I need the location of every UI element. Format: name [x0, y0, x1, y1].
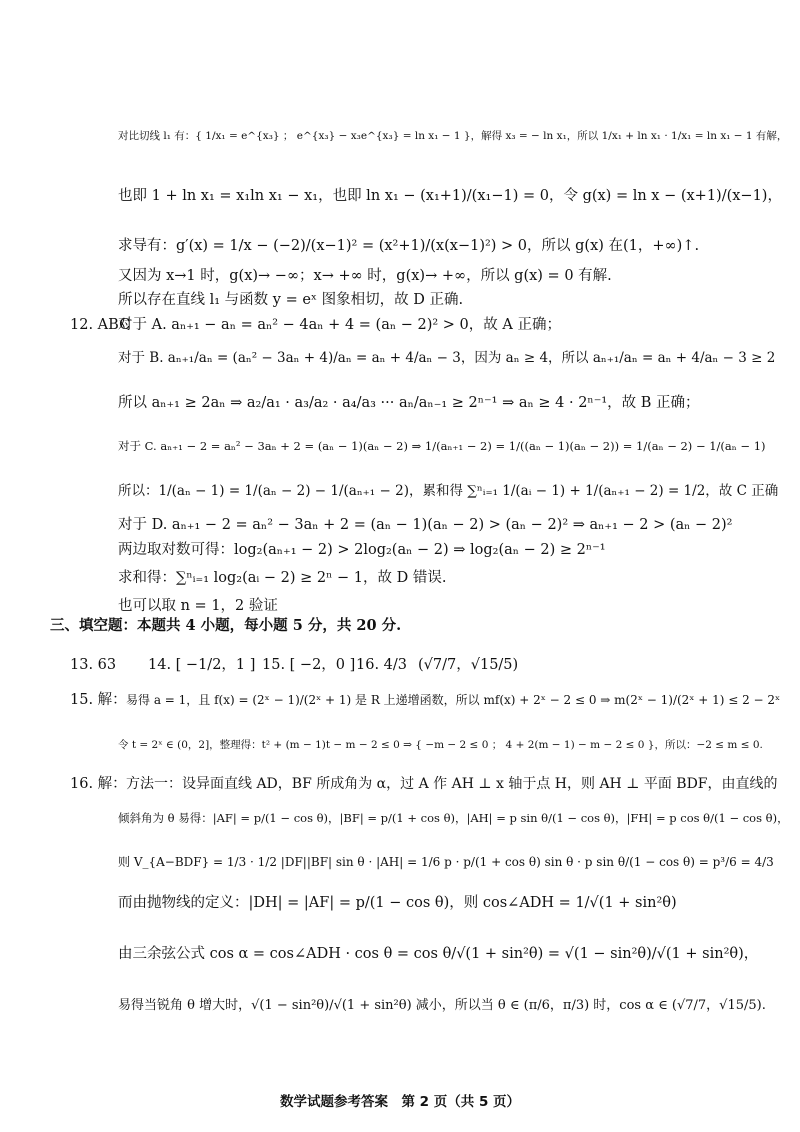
answer-16-range: (√7/7，√15/5) — [418, 657, 519, 673]
text-line: 易得当锐角 θ 增大时，√(1 − sin²θ)/√(1 + sin²θ) 减小，所以当 θ ∈ (π/6，π/3) 时，cos α ∈ (√7/7，√15/5). — [118, 998, 766, 1013]
text-line: 也可以取 n = 1，2 验证 — [118, 598, 278, 614]
text-line: 倾斜角为 θ 易得：|AF| = p/(1 − cos θ)，|BF| = p/(1 + cos θ)，|AH| = p sin θ/(1 − cos θ)，|FH| = p cos θ/(1 − cos θ)， — [118, 811, 789, 825]
answer-15: 15. [ −2，0 ] — [262, 657, 356, 673]
text-line: 也即 1 + ln x₁ = x₁ln x₁ − x₁，也即 ln x₁ − (x₁+1)/(x₁−1) = 0，令 g(x) = ln x − (x+1)/(x−1)， — [118, 188, 782, 204]
answer-13: 13. 63 — [70, 657, 117, 673]
text-line: 则 V_{A−BDF} = 1/3 · 1/2 |DF||BF| sin θ · |AH| = 1/6 p · p/(1 + cos θ) sin θ · p sin θ/(1 − cos θ) = p³/6 = 4/3 — [118, 855, 774, 869]
answer-14: 14. [ −1/2，1 ] — [148, 657, 256, 673]
text-line: 方法一：设异面直线 AD，BF 所成角为 α，过 A 作 AH ⊥ x 轴于点 H，则 AH ⊥ 平面 BDF，由直线的 — [126, 776, 778, 792]
text-line: 易得 a = 1，且 f(x) = (2ˣ − 1)/(2ˣ + 1) 是 R 上递增函数，所以 mf(x) + 2ˣ − 2 ≤ 0 ⇒ m(2ˣ − 1)/(2ˣ + 1) ≤ 2 − 2ˣ — [126, 693, 781, 707]
text-line: 所以 aₙ₊₁ ≥ 2aₙ ⇒ a₂/a₁ · a₃/a₂ · a₄/a₃ ··· aₙ/aₙ₋₁ ≥ 2ⁿ⁻¹ ⇒ aₙ ≥ 4 · 2ⁿ⁻¹，故 B 正确； — [118, 395, 700, 411]
text-line: 又因为 x→1 时，g(x)→ −∞；x→ +∞ 时，g(x)→ +∞，所以 g(x) = 0 有解. — [118, 268, 612, 284]
text-line: 所以存在直线 l₁ 与函数 y = eˣ 图象相切，故 D 正确. — [118, 292, 464, 308]
text-line: 而由抛物线的定义：|DH| = |AF| = p/(1 − cos θ)，则 cos∠ADH = 1/√(1 + sin²θ) — [118, 895, 677, 911]
text-line: 对于 D. aₙ₊₁ − 2 = aₙ² − 3aₙ + 2 = (aₙ − 1)(aₙ − 2) > (aₙ − 2)² ⇒ aₙ₊₁ − 2 > (aₙ − 2)² — [118, 517, 733, 533]
text-line: 对于 C. aₙ₊₁ − 2 = aₙ² − 3aₙ + 2 = (aₙ − 1)(aₙ − 2) ⇒ 1/(aₙ₊₁ − 2) = 1/((aₙ − 1)(aₙ − 2)) = 1/(aₙ − 2) − 1/(aₙ − 1) — [118, 439, 766, 453]
page-footer: 数学试题参考答案 第 2 页（共 5 页） — [279, 1094, 521, 1110]
text-line: 对于 B. aₙ₊₁/aₙ = (aₙ² − 3aₙ + 4)/aₙ = aₙ + 4/aₙ − 3，因为 aₙ ≥ 4，所以 aₙ₊₁/aₙ = aₙ + 4/aₙ − 3 ≥ 2 — [118, 350, 776, 366]
text-line: 令 t = 2ˣ ∈ (0，2]，整理得：t² + (m − 1)t − m − 2 ≤ 0 ⇒ { −m − 2 ≤ 0 ； 4 + 2(m − 1) − m − 2 ≤ 0 }，所以：−2 ≤ m ≤ 0. — [118, 739, 763, 751]
text-line: 所以：1/(aₙ − 1) = 1/(aₙ − 2) − 1/(aₙ₊₁ − 2)，累和得 ∑ⁿᵢ₌₁ 1/(aᵢ − 1) + 1/(aₙ₊₁ − 2) = 1/2，故 C 正确 — [118, 483, 779, 499]
text-line: 对于 A. aₙ₊₁ − aₙ = aₙ² − 4aₙ + 4 = (aₙ − 2)² > 0，故 A 正确； — [118, 317, 561, 333]
section-header: 三、填空题：本题共 4 小题，每小题 5 分，共 20 分. — [50, 617, 402, 634]
question-label: 16. 解： — [70, 776, 127, 792]
text-line: 对比切线 l₁ 有：{ 1/x₁ = e^{x₃} ； e^{x₃} − x₃e^{x₃} = ln x₁ − 1 }，解得 x₃ = − ln x₁，所以 1/x₁ + ln x₁ · 1/x₁ = ln x₁ − 1 有解， — [118, 130, 788, 142]
text-line: 两边取对数可得：log₂(aₙ₊₁ − 2) > 2log₂(aₙ − 2) ⇒ log₂(aₙ − 2) ≥ 2ⁿ⁻¹ — [118, 542, 606, 558]
text-line: 由三余弦公式 cos α = cos∠ADH · cos θ = cos θ/√(1 + sin²θ) = √(1 − sin²θ)/√(1 + sin²θ)， — [118, 946, 759, 962]
answer-16: 16. 4/3 — [356, 657, 408, 673]
text-line: 求和得：∑ⁿᵢ₌₁ log₂(aᵢ − 2) ≥ 2ⁿ − 1，故 D 错误. — [118, 570, 447, 586]
question-label: 15. 解： — [70, 692, 127, 708]
question-label: 12. ABC — [70, 317, 131, 333]
text-line: 求导有：g′(x) = 1/x − (−2)/(x−1)² = (x²+1)/(x(x−1)²) > 0，所以 g(x) 在(1，+∞)↑. — [118, 238, 700, 254]
